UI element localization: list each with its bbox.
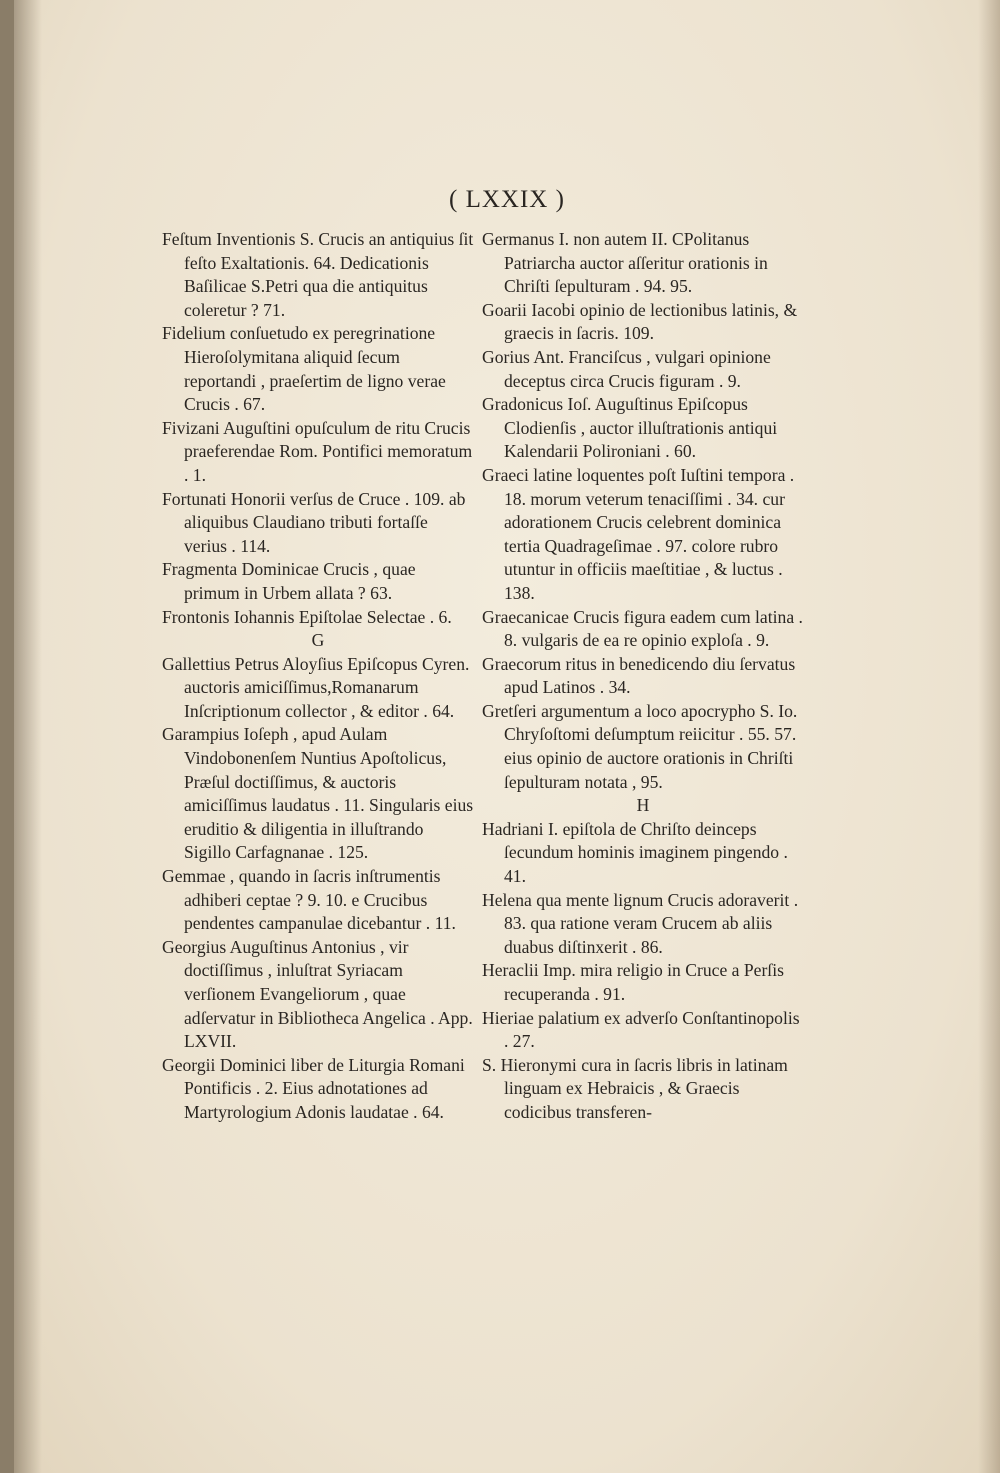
index-entry: Gallettius Petrus Aloyſius Epiſcopus Cyren. auctoris amiciſſimus,Romanarum Inſcriptionum collector , & editor . 64.	[162, 653, 470, 721]
index-entry: Germanus I. non autem II. CPolitanus Patriarcha auctor aſſeritur orationis in Chriſti ſepulturam . 94. 95.	[482, 229, 768, 297]
index-entry: Graecorum ritus in benedicendo diu ſervatus apud Latinos . 34.	[482, 653, 796, 698]
index-entry: Fidelium conſuetudo ex peregrinatione Hieroſolymitana aliquid ſecum reportandi , praeſertim de ligno verae Crucis . 67.	[162, 323, 446, 415]
index-entry: Gradonicus Ioſ. Auguſtinus Epiſcopus Clodienſis , auctor illuſtrationis antiqui Kalendarii Polironiani . 60.	[482, 394, 778, 462]
index-entry: Fortunati Honorii verſus de Cruce . 109. ab aliquibus Claudiano tributi fortaſſe verius . 114.	[162, 488, 466, 556]
index-entry: S. Hieronymi cura in ſacris libris in latinam linguam ex Hebraicis , & Graecis codicibus transferen-	[482, 1054, 788, 1122]
index-entry: Feſtum Inventionis S. Crucis an antiquius ſit feſto Exaltationis. 64. Dedicationis Baſilicae S.Petri qua die antiquitus coleretur ? 71.	[162, 229, 474, 320]
section-letter: G	[311, 630, 325, 651]
book-page	[14, 0, 1000, 1473]
index-entry: Graeci latine loquentes poſt Iuſtini tempora . 18. morum veterum tenaciſſimi . 34. cur adorationem Crucis celebrent dominica tertia Quadrageſimae . 97. colore rubro utuntur in officiis maeſtitiae , & luctus . 138.	[482, 464, 795, 603]
index-entry: Fragmenta Dominicae Crucis , quae primum in Urbem allata ? 63.	[162, 559, 416, 603]
section-letter: H	[636, 795, 650, 816]
index-entry: Garampius Ioſeph , apud Aulam Vindobonenſem Nuntius Apoſtolicus, Præſul doctiſſimus, & auctoris amiciſſimus laudatus . 11. Singularis eius eruditio & diligentia in illuſtrando Sigillo Carfagnanae . 125.	[162, 724, 474, 863]
index-entry: Hadriani I. epiſtola de Chriſto deinceps ſecundum hominis imaginem pingendo . 41.	[482, 818, 788, 887]
index-entry: Georgii Dominici liber de Liturgia Romani Pontificis . 2. Eius adnotationes ad Martyrologium Adonis laudatae . 64.	[162, 1054, 465, 1122]
page-header: ( LXXIX )	[449, 186, 565, 213]
left-column	[162, 228, 474, 1125]
index-entry: Goarii Iacobi opinio de lectionibus latinis, & graecis in ſacris. 109.	[482, 299, 798, 344]
index-entry: Gretſeri argumentum a loco apocrypho S. Io. Chryſoſtomi deſumptum reiicitur . 55. 57. eius opinio de auctore orationis in Chriſti ſepulturam notata , 95.	[482, 700, 798, 792]
index-entry: Frontonis Iohannis Epiſtolae Selectae . 6.	[162, 606, 452, 627]
index-entry: Helena qua mente lignum Crucis adoraverit . 83. qua ratione veram Crucem ab aliis duabus diſtinxerit . 86.	[482, 889, 799, 957]
page-edge-shadow	[978, 0, 1000, 1473]
right-column	[482, 228, 804, 1125]
index-entry: Heraclii Imp. mira religio in Cruce a Perſis recuperanda . 91.	[482, 960, 784, 1004]
index-entry: Gemmae , quando in ſacris inſtrumentis adhiberi ceptae ? 9. 10. e Crucibus pendentes campanulae dicebantur . 11.	[162, 866, 456, 934]
index-entry: Gorius Ant. Franciſcus , vulgari opinione deceptus circa Crucis figuram . 9.	[482, 346, 771, 391]
index-entry: Hieriae palatium ex adverſo Conſtantinopolis . 27.	[482, 1007, 800, 1052]
index-entry: Georgius Auguſtinus Antonius , vir doctiſſimus , inluſtrat Syriacam verſionem Evangeliorum , quae adſervatur in Bibliotheca Angelica . App. LXVII.	[162, 936, 473, 1052]
index-entry: Fivizani Auguſtini opuſculum de ritu Crucis praeferendae Rom. Pontifici memoratum . 1.	[162, 417, 473, 485]
gutter-shadow	[14, 0, 42, 1473]
index-entry: Graecanicae Crucis figura eadem cum latina . 8. vulgaris de ea re opinio exploſa . 9.	[482, 606, 803, 651]
